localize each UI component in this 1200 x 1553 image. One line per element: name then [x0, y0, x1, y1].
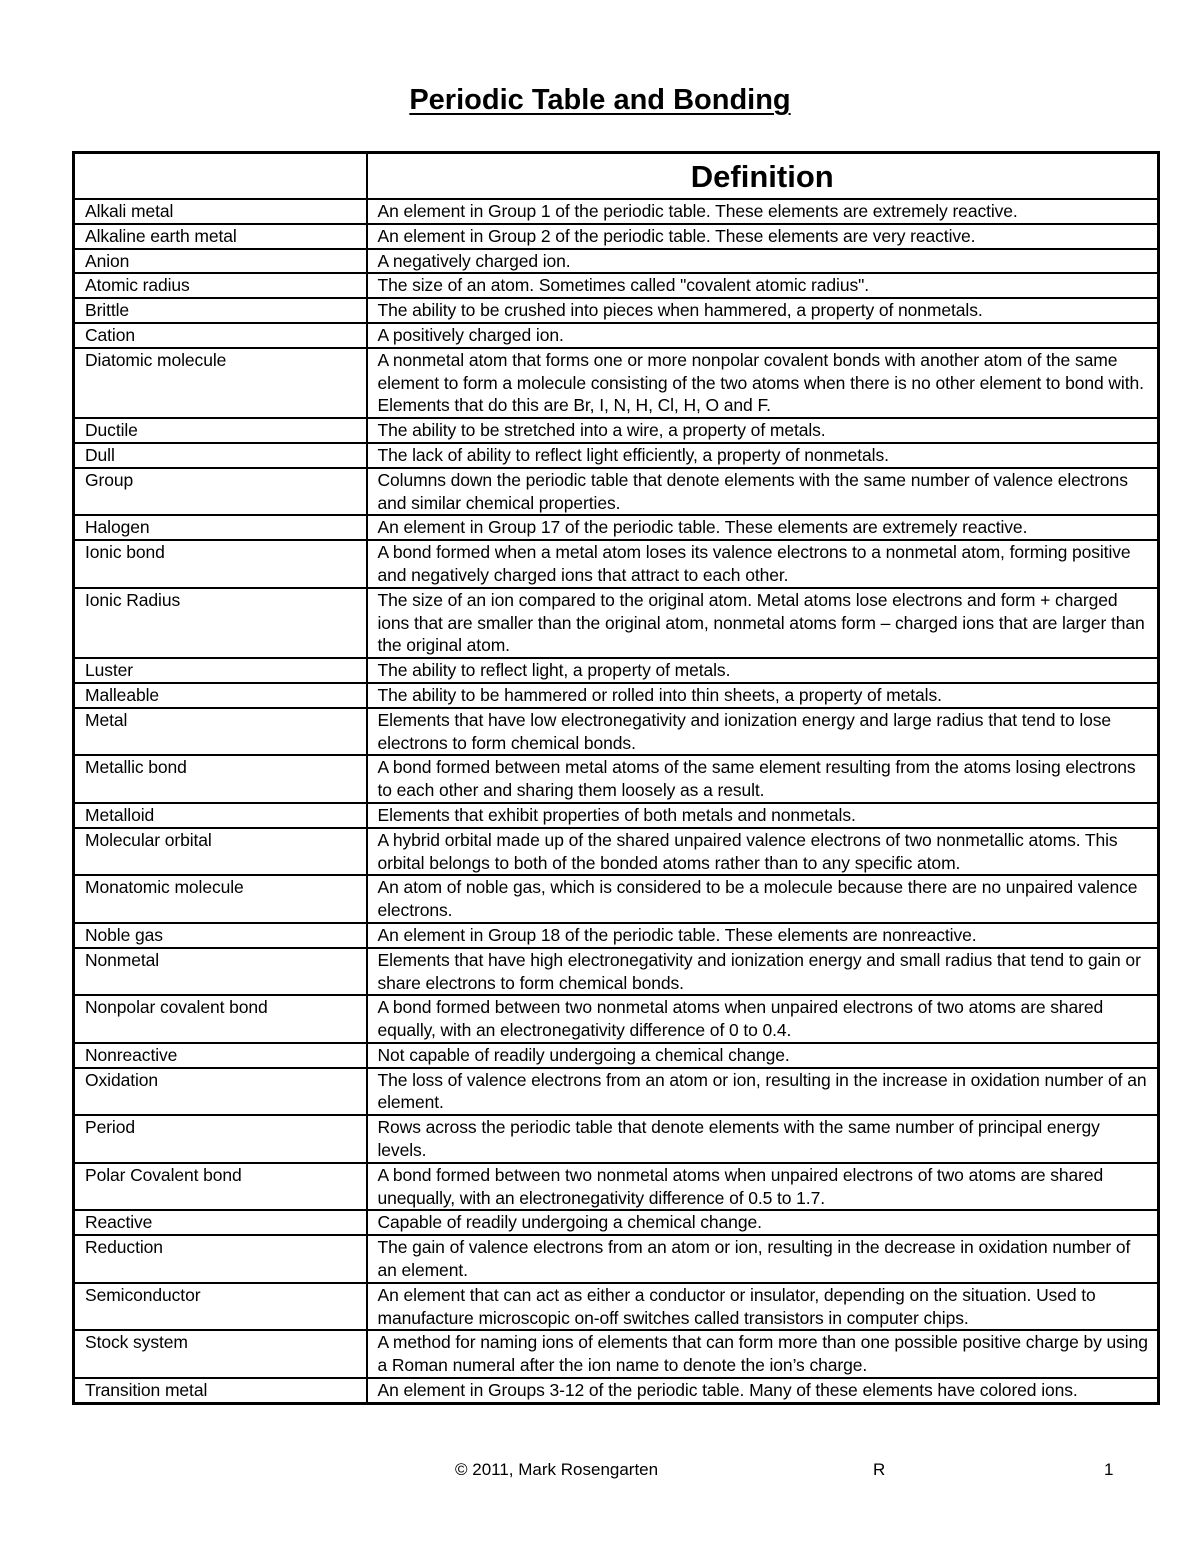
term-cell: Ionic Radius: [74, 588, 367, 658]
definition-cell: The lack of ability to reflect light efficiently, a property of nonmetals.: [367, 443, 1159, 468]
term-cell: Reactive: [74, 1210, 367, 1235]
definition-cell: Rows across the periodic table that denote elements with the same number of principal energy levels.: [367, 1115, 1159, 1163]
definition-cell: Not capable of readily undergoing a chemical change.: [367, 1043, 1159, 1068]
table-row: [74, 588, 1159, 658]
term-cell: Oxidation: [74, 1068, 367, 1116]
term-cell: Molecular orbital: [74, 828, 367, 876]
glossary-body: [74, 199, 1159, 1403]
header-term-cell: [74, 153, 367, 200]
table-row: [74, 298, 1159, 323]
table-row: [74, 468, 1159, 516]
term-cell: Metallic bond: [74, 755, 367, 803]
table-header-row: [74, 153, 1159, 200]
table-row: [74, 923, 1159, 948]
table-row: [74, 224, 1159, 249]
table-row: [74, 1115, 1159, 1163]
table-row: [74, 1163, 1159, 1211]
term-cell: Nonmetal: [74, 948, 367, 996]
table-row: [74, 348, 1159, 418]
definition-cell: A bond formed between metal atoms of the same element resulting from the atoms losing electrons to each other and sharing them loosely as a result.: [367, 755, 1159, 803]
table-row: [74, 1210, 1159, 1235]
definition-cell: The ability to be crushed into pieces when hammered, a property of nonmetals.: [367, 298, 1159, 323]
table-row: [74, 683, 1159, 708]
table-row: [74, 1283, 1159, 1331]
definition-cell: The ability to reflect light, a property of metals.: [367, 658, 1159, 683]
term-cell: Brittle: [74, 298, 367, 323]
term-cell: Semiconductor: [74, 1283, 367, 1331]
table-row: [74, 418, 1159, 443]
definition-cell: An element in Groups 3-12 of the periodic table. Many of these elements have colored ions.: [367, 1378, 1159, 1403]
table-row: [74, 755, 1159, 803]
table-row: [74, 1330, 1159, 1378]
term-cell: Monatomic molecule: [74, 875, 367, 923]
definition-cell: A bond formed between two nonmetal atoms when unpaired electrons of two atoms are shared unequally, with an electronegativity difference of 0.5 to 1.7.: [367, 1163, 1159, 1211]
table-row: [74, 515, 1159, 540]
term-cell: Atomic radius: [74, 273, 367, 298]
definition-cell: A nonmetal atom that forms one or more nonpolar covalent bonds with another atom of the same element to form a molecule consisting of the two atoms when there is no other element to bond with. Elements that do this are Br, I, N, H, Cl, H, O and F.: [367, 348, 1159, 418]
definition-cell: Elements that have low electronegativity and ionization energy and large radius that tend to lose electrons to form chemical bonds.: [367, 708, 1159, 756]
term-cell: Cation: [74, 323, 367, 348]
footer-mark: R: [873, 1460, 886, 1479]
definition-cell: Columns down the periodic table that denote elements with the same number of valence electrons and similar chemical properties.: [367, 468, 1159, 516]
header-definition-cell: Definition: [367, 153, 1159, 200]
definition-cell: A negatively charged ion.: [367, 249, 1159, 274]
definition-cell: An atom of noble gas, which is considered to be a molecule because there are no unpaired valence electrons.: [367, 875, 1159, 923]
definition-cell: An element in Group 1 of the periodic table. These elements are extremely reactive.: [367, 199, 1159, 224]
term-cell: Transition metal: [74, 1378, 367, 1403]
definition-cell: Elements that have high electronegativity and ionization energy and small radius that tend to gain or share electrons to form chemical bonds.: [367, 948, 1159, 996]
term-cell: Anion: [74, 249, 367, 274]
glossary-table-container: [72, 151, 1157, 1405]
page-footer: [0, 1460, 1200, 1484]
table-row: [74, 708, 1159, 756]
term-cell: Ductile: [74, 418, 367, 443]
definition-cell: Elements that exhibit properties of both metals and nonmetals.: [367, 803, 1159, 828]
definition-cell: The loss of valence electrons from an atom or ion, resulting in the increase in oxidation number of an element.: [367, 1068, 1159, 1116]
table-row: [74, 828, 1159, 876]
definition-cell: A bond formed when a metal atom loses its valence electrons to a nonmetal atom, forming positive and negatively charged ions that attract to each other.: [367, 540, 1159, 588]
definition-cell: An element that can act as either a conductor or insulator, depending on the situation. Used to manufacture microscopic on-off switches called transistors in computer chips.: [367, 1283, 1159, 1331]
term-cell: Noble gas: [74, 923, 367, 948]
definition-cell: A hybrid orbital made up of the shared unpaired valence electrons of two nonmetallic atoms. This orbital belongs to both of the bonded atoms rather than to any specific atom.: [367, 828, 1159, 876]
table-row: [74, 249, 1159, 274]
table-row: [74, 540, 1159, 588]
table-row: [74, 948, 1159, 996]
table-row: [74, 1043, 1159, 1068]
term-cell: Diatomic molecule: [74, 348, 367, 418]
glossary-table: [72, 151, 1160, 1405]
term-cell: Halogen: [74, 515, 367, 540]
term-cell: Alkaline earth metal: [74, 224, 367, 249]
term-cell: Dull: [74, 443, 367, 468]
term-cell: Group: [74, 468, 367, 516]
definition-cell: The size of an atom. Sometimes called "covalent atomic radius".: [367, 273, 1159, 298]
term-cell: Polar Covalent bond: [74, 1163, 367, 1211]
term-cell: Malleable: [74, 683, 367, 708]
term-cell: Luster: [74, 658, 367, 683]
definition-cell: The gain of valence electrons from an atom or ion, resulting in the decrease in oxidation number of an element.: [367, 1235, 1159, 1283]
table-row: [74, 803, 1159, 828]
footer-copyright: © 2011, Mark Rosengarten: [455, 1460, 659, 1479]
definition-cell: An element in Group 2 of the periodic table. These elements are very reactive.: [367, 224, 1159, 249]
term-cell: Metal: [74, 708, 367, 756]
term-cell: Period: [74, 1115, 367, 1163]
table-row: [74, 1068, 1159, 1116]
definition-cell: A positively charged ion.: [367, 323, 1159, 348]
term-cell: Metalloid: [74, 803, 367, 828]
table-row: [74, 995, 1159, 1043]
definition-cell: An element in Group 18 of the periodic table. These elements are nonreactive.: [367, 923, 1159, 948]
table-row: [74, 323, 1159, 348]
term-cell: Nonreactive: [74, 1043, 367, 1068]
table-row: [74, 875, 1159, 923]
term-cell: Nonpolar covalent bond: [74, 995, 367, 1043]
footer-page-number: 1: [1104, 1460, 1114, 1479]
definition-cell: A bond formed between two nonmetal atoms when unpaired electrons of two atoms are shared equally, with an electronegativity difference of 0 to 0.4.: [367, 995, 1159, 1043]
term-cell: Alkali metal: [74, 199, 367, 224]
table-row: [74, 658, 1159, 683]
definition-cell: An element in Group 17 of the periodic table. These elements are extremely reactive.: [367, 515, 1159, 540]
definition-cell: The ability to be hammered or rolled into thin sheets, a property of metals.: [367, 683, 1159, 708]
definition-cell: Capable of readily undergoing a chemical change.: [367, 1210, 1159, 1235]
definition-cell: The size of an ion compared to the original atom. Metal atoms lose electrons and form + charged ions that are smaller than the original atom, nonmetal atoms form – charged ions that are larger than the original atom.: [367, 588, 1159, 658]
table-row: [74, 199, 1159, 224]
definition-cell: A method for naming ions of elements that can form more than one possible positive charge by using a Roman numeral after the ion name to denote the ion’s charge.: [367, 1330, 1159, 1378]
table-row: [74, 443, 1159, 468]
page-title: Periodic Table and Bonding: [409, 84, 791, 116]
table-row: [74, 273, 1159, 298]
term-cell: Stock system: [74, 1330, 367, 1378]
definition-cell: The ability to be stretched into a wire, a property of metals.: [367, 418, 1159, 443]
term-cell: Ionic bond: [74, 540, 367, 588]
term-cell: Reduction: [74, 1235, 367, 1283]
table-row: [74, 1378, 1159, 1403]
table-row: [74, 1235, 1159, 1283]
